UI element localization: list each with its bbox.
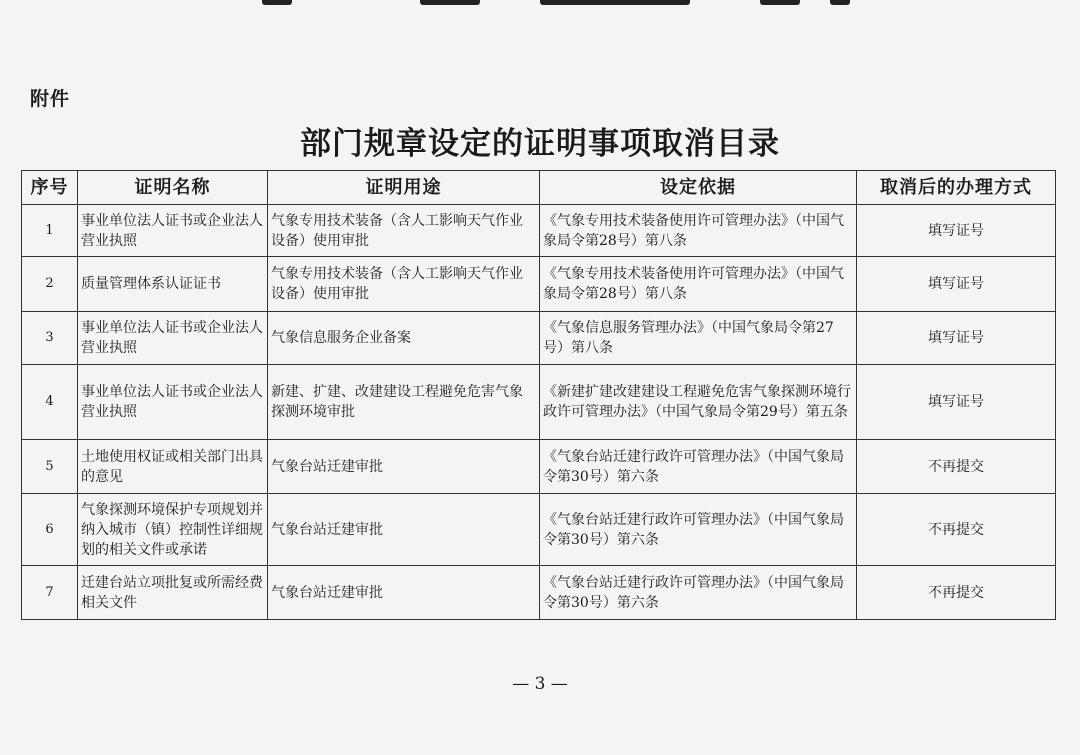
cell-cert-name: 气象探测环境保护专项规划并纳入城市（镇）控制性详细规划的相关文件或承诺 <box>78 494 268 566</box>
cell-cert-name: 事业单位法人证书或企业法人营业执照 <box>78 205 268 257</box>
cell-basis: 《新建扩建改建建设工程避免危害气象探测环境行政许可管理办法》（中国气象局令第29号）第五条 <box>540 365 857 440</box>
table-row <box>22 205 1056 257</box>
cell-basis: 《气象台站迁建行政许可管理办法》（中国气象局令第30号）第六条 <box>540 494 857 566</box>
cell-method: 填写证号 <box>857 257 1056 312</box>
cell-seq: 1 <box>22 205 78 257</box>
cell-method: 不再提交 <box>857 494 1056 566</box>
table-row <box>22 312 1056 365</box>
cell-method: 填写证号 <box>857 205 1056 257</box>
cell-method: 填写证号 <box>857 312 1056 365</box>
cell-purpose: 气象台站迁建审批 <box>268 566 540 620</box>
cell-seq: 4 <box>22 365 78 440</box>
cell-basis: 《气象台站迁建行政许可管理办法》（中国气象局令第30号）第六条 <box>540 566 857 620</box>
header-seq: 序号 <box>22 171 78 205</box>
cell-seq: 3 <box>22 312 78 365</box>
cell-cert-name: 质量管理体系认证证书 <box>78 257 268 312</box>
cell-cert-name: 事业单位法人证书或企业法人营业执照 <box>78 365 268 440</box>
cell-seq: 2 <box>22 257 78 312</box>
cell-method: 不再提交 <box>857 566 1056 620</box>
cell-seq: 7 <box>22 566 78 620</box>
cell-basis: 《气象台站迁建行政许可管理办法》（中国气象局令第30号）第六条 <box>540 440 857 494</box>
cell-purpose: 气象专用技术装备（含人工影响天气作业设备）使用审批 <box>268 205 540 257</box>
cell-seq: 6 <box>22 494 78 566</box>
cell-cert-name: 迁建台站立项批复或所需经费相关文件 <box>78 566 268 620</box>
cell-purpose: 气象台站迁建审批 <box>268 440 540 494</box>
cell-basis: 《气象专用技术装备使用许可管理办法》（中国气象局令第28号）第八条 <box>540 205 857 257</box>
certification-items-table <box>21 170 1056 620</box>
cell-cert-name: 事业单位法人证书或企业法人营业执照 <box>78 312 268 365</box>
table-row <box>22 365 1056 440</box>
cell-purpose: 新建、扩建、改建建设工程避免危害气象探测环境审批 <box>268 365 540 440</box>
document-title: 部门规章设定的证明事项取消目录 <box>300 126 780 162</box>
cell-basis: 《气象专用技术装备使用许可管理办法》（中国气象局令第28号）第八条 <box>540 257 857 312</box>
cell-basis: 《气象信息服务管理办法》（中国气象局令第27号）第八条 <box>540 312 857 365</box>
cell-method: 不再提交 <box>857 440 1056 494</box>
header-cert-name: 证明名称 <box>78 171 268 205</box>
table-row <box>22 566 1056 620</box>
cell-purpose: 气象信息服务企业备案 <box>268 312 540 365</box>
cell-cert-name: 土地使用权证或相关部门出具的意见 <box>78 440 268 494</box>
table-row <box>22 440 1056 494</box>
header-method: 取消后的办理方式 <box>857 171 1056 205</box>
header-purpose: 证明用途 <box>268 171 540 205</box>
table-row <box>22 494 1056 566</box>
header-basis: 设定依据 <box>540 171 857 205</box>
cell-method: 填写证号 <box>857 365 1056 440</box>
attachment-label: 附件 <box>30 88 71 110</box>
cell-purpose: 气象台站迁建审批 <box>268 494 540 566</box>
scan-top-edge <box>0 0 1080 8</box>
page-number: — 3 — <box>512 674 568 694</box>
cell-purpose: 气象专用技术装备（含人工影响天气作业设备）使用审批 <box>268 257 540 312</box>
table-header-row <box>22 171 1056 205</box>
cell-seq: 5 <box>22 440 78 494</box>
table-row <box>22 257 1056 312</box>
